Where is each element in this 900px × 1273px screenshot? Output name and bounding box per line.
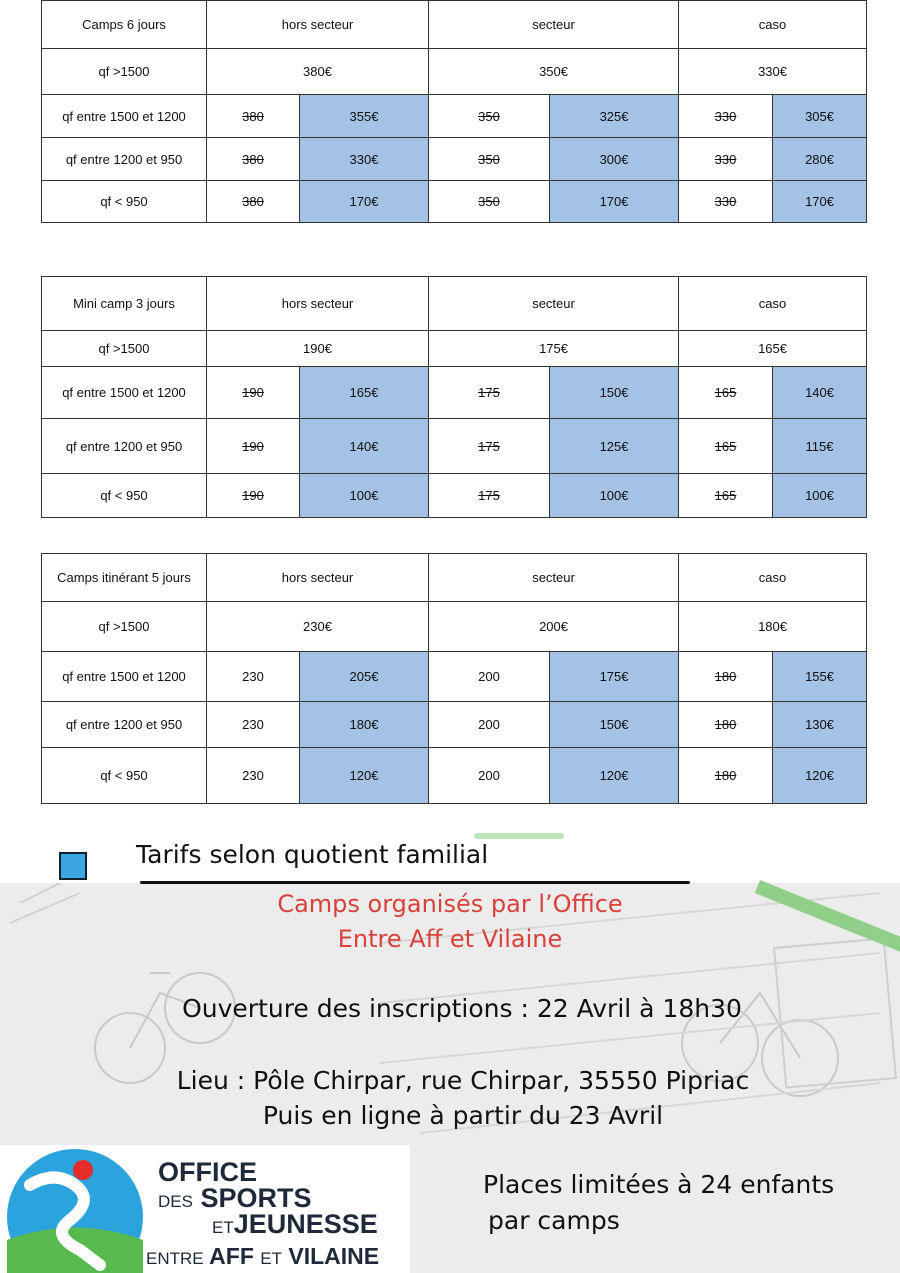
crossed-price: 350 [429,181,550,223]
price-cell: 380€ [207,49,429,95]
row-label: qf entre 1500 et 1200 [42,95,207,138]
crossed-price: 165 [679,419,773,474]
crossed-price: 165 [679,367,773,419]
reduced-price: 300€ [550,138,679,181]
reduced-price: 330€ [300,138,429,181]
col-header-hors-secteur: hors secteur [207,1,429,49]
row-label: qf entre 1200 et 950 [42,138,207,181]
tarif-table-camps-6-jours [41,0,867,223]
crossed-price: 330 [679,95,773,138]
opening-date: Ouverture des inscriptions : 22 Avril à 18h30 [182,994,742,1023]
reduced-price: 100€ [550,474,679,518]
crossed-price: 180 [679,652,773,702]
price-cell: 165€ [679,331,867,367]
places-line-2: par camps [488,1206,620,1235]
reduced-price: 150€ [550,367,679,419]
logo-word: VILAINE [288,1243,380,1269]
table-row [42,702,867,748]
reduced-price: 170€ [300,181,429,223]
reduced-price: 115€ [773,419,867,474]
table-row [42,138,867,181]
crossed-price: 175 [429,419,550,474]
row-label: qf >1500 [42,331,207,367]
crossed-price: 380 [207,95,300,138]
row-label: qf entre 1500 et 1200 [42,367,207,419]
logo [0,1145,410,1273]
reduced-price: 180€ [300,702,429,748]
crossed-price: 175 [429,367,550,419]
crossed-price: 190 [207,367,300,419]
reduced-price: 155€ [773,652,867,702]
price-cell: 330€ [679,49,867,95]
price-cell: 180€ [679,602,867,652]
reduced-price: 120€ [300,748,429,804]
reduced-price: 205€ [300,652,429,702]
crossed-price: 330 [679,181,773,223]
reduced-price: 280€ [773,138,867,181]
reduced-price: 130€ [773,702,867,748]
crossed-price: 180 [679,702,773,748]
reduced-price: 325€ [550,95,679,138]
row-label: qf entre 1200 et 950 [42,419,207,474]
col-header-secteur: secteur [429,554,679,602]
reduced-price: 140€ [773,367,867,419]
logo-text-et-jeunesse [212,1209,378,1240]
reduced-price: 120€ [550,748,679,804]
price-cell: 200€ [429,602,679,652]
table-row [42,748,867,804]
reduced-price: 170€ [550,181,679,223]
col-header-secteur: secteur [429,1,679,49]
table-row [42,419,867,474]
price-cell: 350€ [429,49,679,95]
tarif-table-camps-itinerant-5-jours [41,553,867,804]
reduced-price: 120€ [773,748,867,804]
organizer-line-1: Camps organisés par l’Office [277,890,623,918]
reduced-price: 100€ [300,474,429,518]
row-label: qf entre 1500 et 1200 [42,652,207,702]
location-line-1: Lieu : Pôle Chirpar, rue Chirpar, 35550 Pipriac [176,1066,750,1095]
reduced-price: 305€ [773,95,867,138]
reduced-price: 140€ [300,419,429,474]
price-cell: 230 [207,652,300,702]
price-cell: 230 [207,748,300,804]
table-title: Mini camp 3 jours [42,277,207,331]
price-cell: 230€ [207,602,429,652]
col-header-hors-secteur: hors secteur [207,277,429,331]
reduced-price: 355€ [300,95,429,138]
row-label: qf < 950 [42,748,207,804]
logo-word: SPORTS [200,1183,312,1213]
crossed-price: 350 [429,95,550,138]
logo-emblem-icon [0,1145,150,1273]
logo-word: ET [212,1218,234,1237]
crossed-price: 165 [679,474,773,518]
table-row [42,181,867,223]
col-header-caso: caso [679,554,867,602]
green-decoration [474,833,564,839]
table-row [42,367,867,419]
table-row [42,652,867,702]
logo-text-office: OFFICE [158,1157,257,1187]
price-cell: 200 [429,748,550,804]
logo-word: AFF [209,1243,254,1269]
price-cell: 175€ [429,331,679,367]
logo-word: DES [158,1192,193,1211]
logo-word: ET [260,1249,283,1268]
col-header-hors-secteur: hors secteur [207,554,429,602]
price-cell: 200 [429,652,550,702]
col-header-caso: caso [679,1,867,49]
row-label: qf entre 1200 et 950 [42,702,207,748]
location-line-2: Puis en ligne à partir du 23 Avril [262,1101,664,1130]
reduced-price: 150€ [550,702,679,748]
row-label: qf < 950 [42,474,207,518]
price-cell: 200 [429,702,550,748]
organizer-line-2: Entre Aff et Vilaine [337,925,563,953]
crossed-price: 380 [207,138,300,181]
crossed-price: 190 [207,474,300,518]
reduced-price: 100€ [773,474,867,518]
crossed-price: 380 [207,181,300,223]
crossed-price: 175 [429,474,550,518]
logo-word: ENTRE [146,1249,204,1268]
table-title: Camps itinérant 5 jours [42,554,207,602]
row-label: qf >1500 [42,49,207,95]
legend-label: Tarifs selon quotient familial [136,840,489,869]
table-title: Camps 6 jours [42,1,207,49]
places-line-1: Places limitées à 24 enfants [483,1170,835,1199]
crossed-price: 330 [679,138,773,181]
logo-word: JEUNESSE [233,1209,378,1239]
legend-color-swatch [59,852,87,880]
legend-underline [140,881,690,884]
crossed-price: 180 [679,748,773,804]
tarif-table-mini-camp-3-jours [41,276,867,518]
reduced-price: 175€ [550,652,679,702]
logo-text-entre-aff-et-vilaine [146,1243,379,1270]
table-row [42,474,867,518]
col-header-secteur: secteur [429,277,679,331]
reduced-price: 170€ [773,181,867,223]
reduced-price: 125€ [550,419,679,474]
price-cell: 230 [207,702,300,748]
col-header-caso: caso [679,277,867,331]
row-label: qf >1500 [42,602,207,652]
table-row [42,95,867,138]
crossed-price: 190 [207,419,300,474]
row-label: qf < 950 [42,181,207,223]
price-cell: 190€ [207,331,429,367]
reduced-price: 165€ [300,367,429,419]
crossed-price: 350 [429,138,550,181]
